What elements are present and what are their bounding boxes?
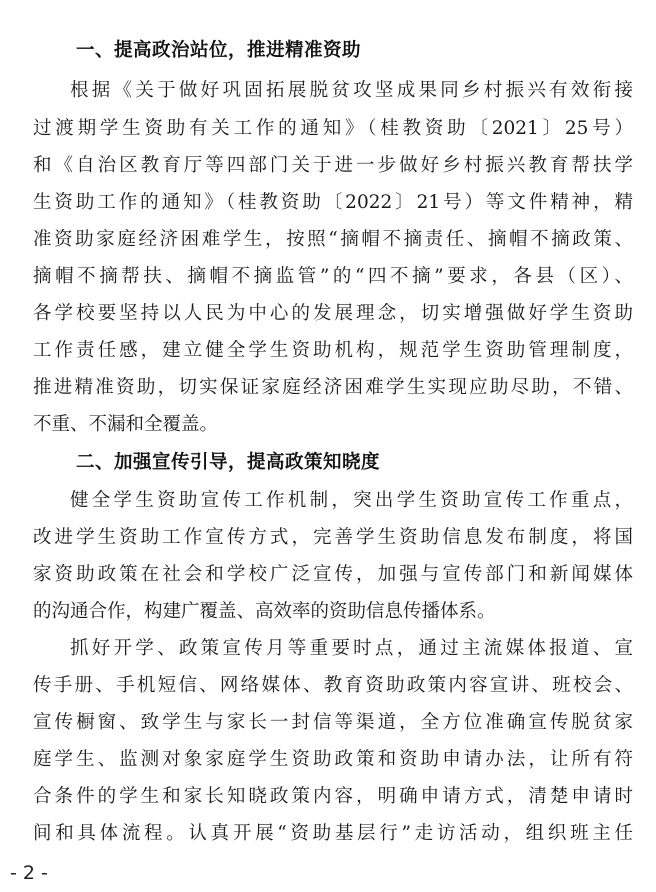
section-2-heading: 二、加强宣传引导，提高政策知晓度 — [76, 452, 381, 473]
section-2-paragraph-1-line: 改进学生资助工作宣传方式，完善学生资助信息发布制度，将国 — [33, 527, 633, 548]
section-2-paragraph-2-line: 抓好开学、政策宣传月等重要时点，通过主流媒体报道、宣 — [70, 638, 633, 659]
section-2-paragraph-1-line: 健全学生资助宣传工作机制，突出学生资助宣传工作重点， — [70, 490, 633, 511]
section-1-line: 过渡期学生资助有关工作的通知》（桂教资助〔2021〕25号） — [33, 118, 633, 139]
section-1-heading: 一、提高政治站位，推进精准资助 — [76, 40, 362, 61]
section-1-line: 准资助家庭经济困难学生，按照“摘帽不摘责任、摘帽不摘政策、 — [33, 229, 633, 250]
section-1-line: 根据《关于做好巩固拓展脱贫攻坚成果同乡村振兴有效衔接 — [70, 80, 633, 101]
section-2-paragraph-2-line: 宣传橱窗、致学生与家长一封信等渠道，全方位准确宣传脱贫家 — [33, 712, 633, 733]
section-2-paragraph-2-line: 间和具体流程。认真开展“资助基层行”走访活动，组织班主任 — [33, 823, 633, 844]
section-2-paragraph-2-line: 合条件的学生和家长知晓政策内容，明确申请方式，清楚申请时 — [33, 786, 633, 807]
section-2-paragraph-1-line: 家资助政策在社会和学校广泛宣传，加强与宣传部门和新闻媒体 — [33, 564, 633, 585]
section-1-line: 推进精准资助，切实保证家庭经济困难学生实现应助尽助，不错、 — [33, 377, 633, 398]
section-1-line: 和《自治区教育厅等四部门关于进一步做好乡村振兴教育帮扶学 — [33, 155, 633, 176]
section-2-paragraph-2-line: 传手册、手机短信、网络媒体、教育资助政策内容宣讲、班校会、 — [33, 675, 633, 696]
section-1-line: 工作责任感，建立健全学生资助机构，规范学生资助管理制度， — [33, 340, 633, 361]
section-1-line: 不重、不漏和全覆盖。 — [33, 414, 219, 435]
page-number: - 2 - — [10, 862, 48, 884]
section-2-paragraph-1-line: 的沟通合作，构建广覆盖、高效率的资助信息传播体系。 — [33, 601, 496, 622]
section-1-line: 摘帽不摘帮扶、摘帽不摘监管”的“四不摘”要求，各县（区）、 — [33, 266, 633, 287]
section-1-line: 生资助工作的通知》（桂教资助〔2022〕21号）等文件精神，精 — [33, 192, 633, 213]
section-1-line: 各学校要坚持以人民为中心的发展理念，切实增强做好学生资助 — [33, 303, 633, 324]
section-2-paragraph-2-line: 庭学生、监测对象家庭学生资助政策和资助申请办法，让所有符 — [33, 749, 633, 770]
